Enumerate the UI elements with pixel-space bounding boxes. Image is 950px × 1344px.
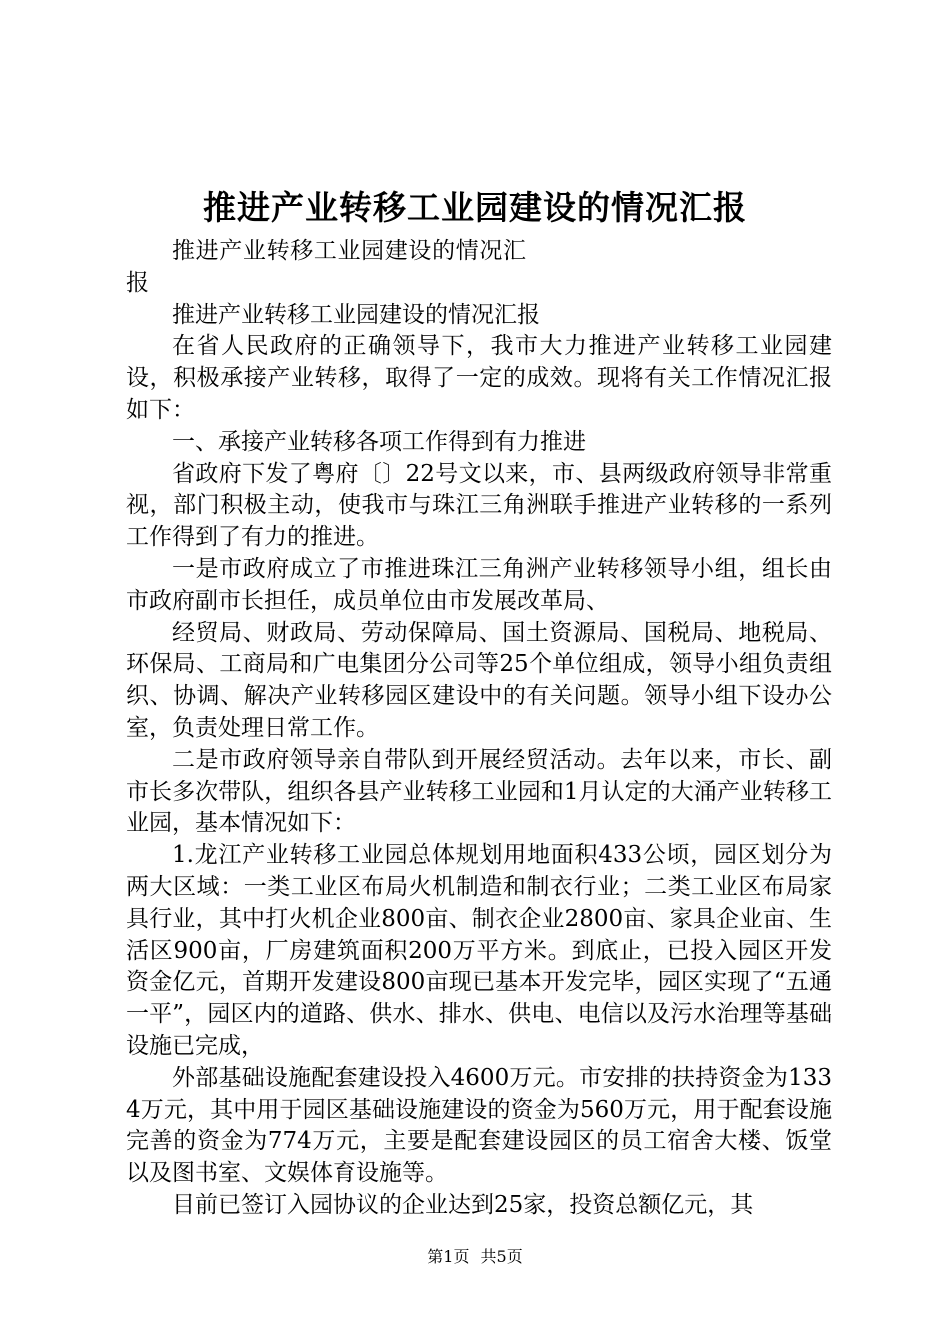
paragraph-point-1: 一是市政府成立了市推进珠江三角洲产业转移领导小组，组长由市政府副市长担任，成员单位由市发展改革局、 — [126, 555, 832, 614]
document-body — [126, 236, 832, 1222]
paragraph-point-2: 二是市政府领导亲自带队到开展经贸活动。去年以来，市长、副市长多次带队，组织各县产业转移工业园和1月认定的大涌产业转移工业园，基本情况如下： — [126, 746, 832, 837]
paragraph-members: 经贸局、财政局、劳动保障局、国土资源局、国税局、地税局、环保局、工商局和广电集团分公司等25个单位组成，领导小组负责组织、协调、解决产业转移园区建设中的有关问题。领导小组下设办公室，负责处理日常工作。 — [126, 619, 832, 741]
paragraph-enterprises: 目前已签订入园协议的企业达到25家，投资总额亿元，其 — [172, 1191, 754, 1218]
paragraph-intro: 在省人民政府的正确领导下，我市大力推进产业转移工业园建设，积极承接产业转移，取得了一定的成效。现将有关工作情况汇报如下： — [126, 333, 832, 423]
page-number-total: 共5页 — [480, 1247, 523, 1266]
paragraph-policy: 省政府下发了粤府〔〕22号文以来，市、县两级政府领导非常重视，部门积极主动，使我市与珠江三角洲联手推进产业转移的一系列工作得到了有力的推进。 — [126, 460, 832, 551]
paragraph-investment: 外部基础设施配套建设投入4600万元。市安排的扶持资金为1334万元，其中用于园区基础设施建设的资金为560万元，用于配套设施完善的资金为774万元，主要是配套建设园区的员工宿舍大楼、饭堂以及图书室、文娱体育设施等。 — [126, 1064, 832, 1187]
paragraph-longjiang-park: 1.龙江产业转移工业园总体规划用地面积433公顷，园区划分为两大区域：一类工业区布局火机制造和制衣行业；二类工业区布局家具行业，其中打火机企业800亩、制衣企业2800亩、家具企业亩、生活区900亩，厂房建筑面积200万平方米。到底止，已投入园区开发资金亿元，首期开发建设800亩现已基本开发完毕，园区实现了“五通一平”，园区内的道路、供水、排水、供电、电信以及污水治理等基础设施已完成， — [126, 842, 832, 1059]
paragraph-subtitle: 推进产业转移工业园建设的情况汇报 — [172, 301, 540, 328]
page-footer — [0, 1247, 950, 1267]
document-title: 推进产业转移工业园建设的情况汇报 — [203, 188, 747, 227]
page-number-current: 第1页 — [427, 1247, 470, 1266]
section-heading-1: 一、承接产业转移各项工作得到有力推进 — [172, 428, 586, 455]
paragraph-subtitle-wrapped: 推进产业转移工业园建设的情况汇报 — [126, 238, 526, 296]
